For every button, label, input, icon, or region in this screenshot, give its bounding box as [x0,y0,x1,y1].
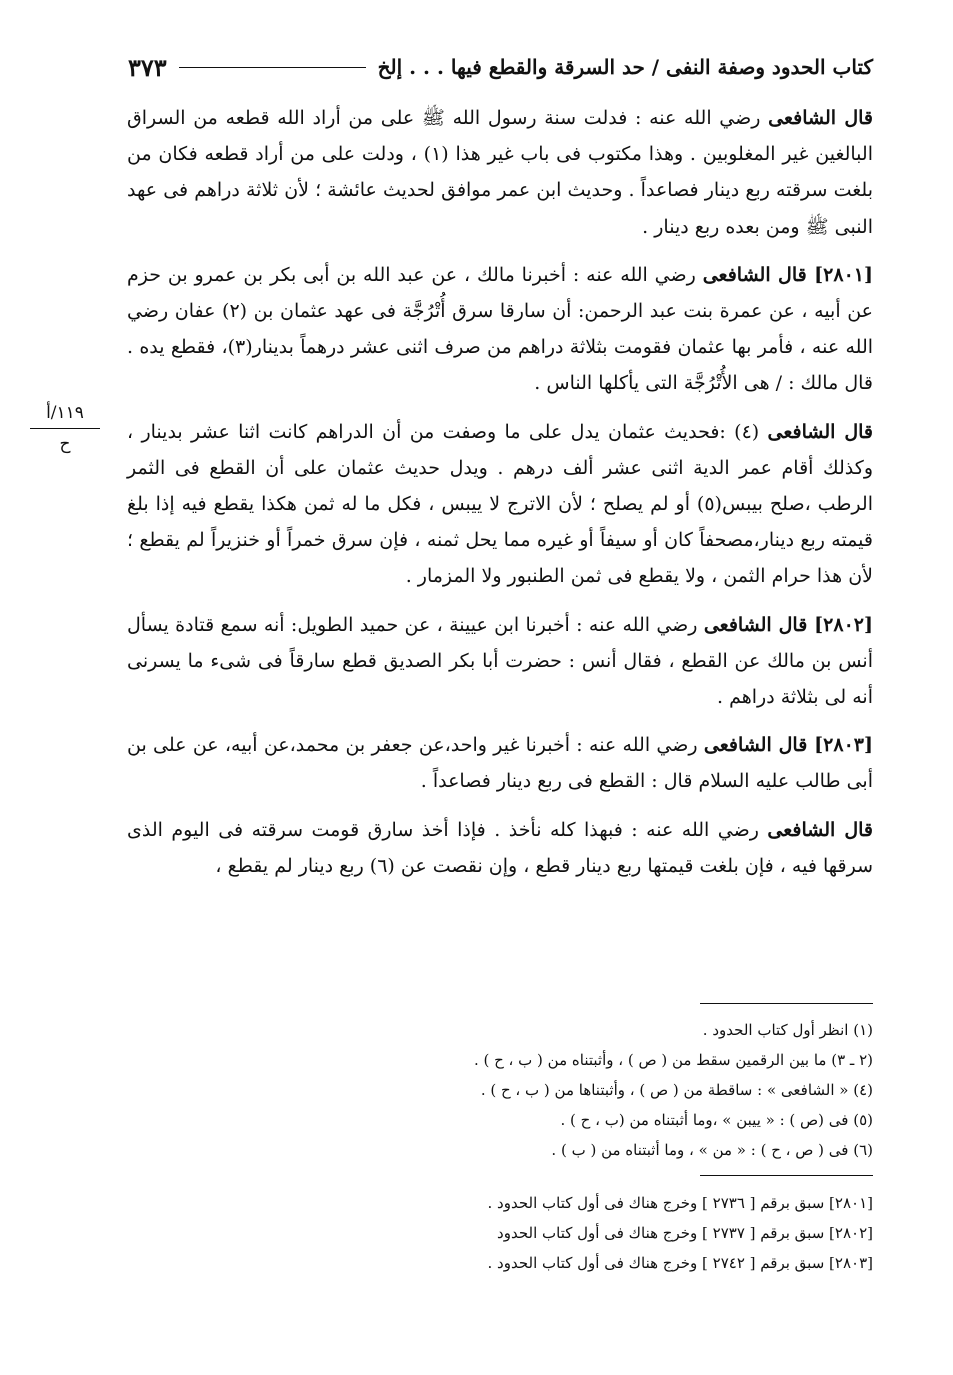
main-text [127,100,873,896]
paragraph-lead: [٢٨٠١] قال الشافعى [702,263,873,286]
footnotes [300,1015,873,1165]
paragraph-lead: قال الشافعى [767,818,874,841]
paragraph-text: رضي الله عنه : أخبرنا ابن عيينة ، عن حميد الطويل: أنه سمع قتادة يسأل أنس بن مالك عن القطع ، فقال أنس : حضرت أبا بكر الصديق قطع سارقاً فى شىء ما يسرنى أنه لى بثلاثة دراهم . [127,613,873,709]
footnote: (٦) فى ( ص ، ح ) : « من » ، وما أثبتناه من ( ب ) . [551,1141,873,1159]
paragraph-text: رضي الله عنه : فبهذا كله نأخذ . فإذا أخذ سارق قومت سرقته فى اليوم الذى سرقها فيه ، فإن بلغت قيمتها ربع دينار قطع ، وإن نقصت عن (٦) ربع دينار لم يقطع ، [127,818,873,877]
footnote: (٥) فى (ص ) : « ييبن » ،وما أثبتناه من (ب ، ح ) . [560,1111,873,1129]
paragraph-lead: [٢٨٠٣] قال الشافعى [703,734,873,757]
paragraph [127,727,873,799]
paragraph-text: رضي الله عنه : فدلت سنة رسول الله ﷺ على من أراد الله قطعه من السراق البالغين غير المغلوبين . وهذا مكتوب فى باب غير هذا (١) ، ودلت على من أراد قطعه فكان من بلغت سرقته ربع دينار فصاعداً . وحديث ابن عمر موافق لحديث عائشة ؛ لأن ثلاثة دراهم فى عهد النبى ﷺ ومن بعده ربع دينار . [127,107,873,238]
paragraph-lead: قال الشافعى [768,107,874,129]
footnote: (١) انظر أول كتاب الحدود . [702,1021,873,1039]
margin-note-folio: ١١٩/أ [30,398,100,429]
margin-manuscript-note [30,398,100,459]
paragraph-lead: [٢٨٠٢] قال الشافعى [703,613,873,636]
paragraph-lead: قال الشافعى [767,420,873,443]
paragraph [127,257,873,402]
paragraph-text: (٤) :فحديث عثمان يدل على ما وصفت من أن الدراهم كانت اثنا عشر بدينار ، وكذلك أقام عمر الدية اثنى عشر ألف درهم . ويدل حديث عثمان على أن القطع فى الثمر الرطب ،صلح بيبس(٥) أو لم يصلح ؛ لأن الاترج لا ييبس ، فكل ما له ثمن هكذا يقطع فيه إذا بلغ قيمته ربع دينار،مصحفاً كان أو سيفاً أو غيره مما يحل ثمنه ، فإن سرق خمراً أو خنزيراً لم يقطع ؛لأن هذا حرام الثمن ، ولا يقطع فى ثمن الطنبور ولا المزمار . [127,420,873,588]
paragraph-text: رضي الله عنه : أخبرنا مالك ، عن عبد الله بن أبى بكر بن عمرو بن حزم عن أبيه ، عن عمرة بنت عبد الرحمن: أن سارقا سرق أُتْرُجَّة فى عهد عثمان بن (٢) عفان رضي الله عنه ، فأمر بها عثمان فقومت بثلاثة دراهم من صرف اثنى عشر درهماً بدينار(٣)، فقطع يده . قال مالك : / هى الأُتْرُجَّة التى يأكلها الناس . [127,263,874,395]
footnotes-divider [700,1003,873,1004]
header-rule [179,67,366,68]
paragraph [127,607,873,716]
cross-reference: [٢٨٠٢] سبق برقم [ ٢٧٣٧ ] وخرج هناك فى أول كتاب الحدود [497,1224,873,1242]
paragraph [127,100,873,245]
cross-reference: [٢٨٠٣] سبق برقم [ ٢٧٤٢ ] وخرج هناك فى أول كتاب الحدود . [487,1254,873,1272]
footnote: (٢ ـ ٣) ما بين الرقمين سقط من ( ص ) ، وأثبتناه من ( ب ، ح ) . [473,1051,873,1069]
running-header [128,44,873,90]
paragraph-text: رضي الله عنه : أخبرنا غير واحد،عن جعفر بن محمد،عن أبيه، عن على بن أبى طالب عليه السلام قال : القطع فى ربع دينار فصاعداً . [127,734,873,793]
header-title: كتاب الحدود وصفة النفى / حد السرقة والقطع فيها . . . إلخ [377,55,873,79]
footnote: (٤) « الشافعى » : ساقطة من ( ص ) ، وأثبتناها من ( ب ، ح ) . [480,1081,873,1099]
paragraph [127,414,873,595]
cross-reference: [٢٨٠١] سبق برقم [ ٢٧٣٦ ] وخرج هناك فى أول كتاب الحدود . [487,1194,873,1212]
references-divider [700,1175,873,1176]
page-number: ٣٧٣ [128,52,167,82]
margin-note-manuscript: ح [59,434,71,454]
cross-references [300,1188,873,1278]
paragraph [127,812,873,884]
